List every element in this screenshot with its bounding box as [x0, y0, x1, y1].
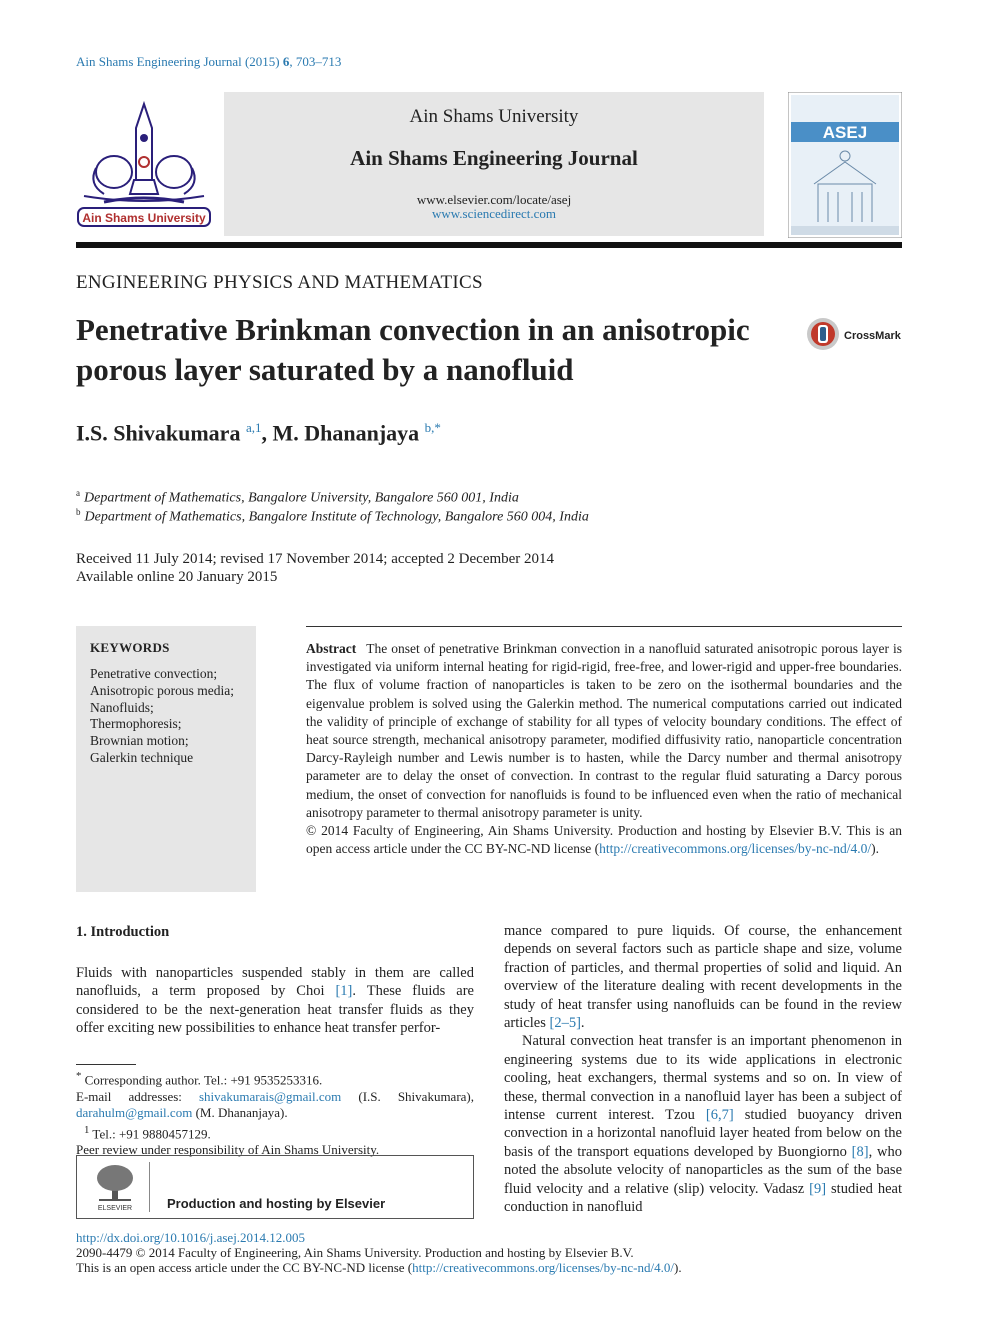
header-journal-name: Ain Shams Engineering Journal	[350, 146, 638, 170]
affiliation-a-text: Department of Mathematics, Bangalore University, Bangalore 560 001, India	[84, 490, 519, 506]
elsevier-logo	[91, 1162, 139, 1212]
header-divider	[76, 242, 902, 248]
issn-line: 2090-4479 © 2014 Faculty of Engineering, Ain Shams University. Production and hosting by Elsevier B.V.	[76, 1245, 634, 1261]
footnote-mark: 1	[84, 1123, 90, 1136]
journal-cover-icon	[788, 92, 902, 238]
intro-text: mance compared to pure liquids. Of course, the enhancement depends on several factors such as particle shape and size, volume fraction of particles, and thermal properties of solid and liquid. An overview of the literature dealing with recent developments in the study of heat transfer using nanofluids can be found in the review articles	[504, 923, 902, 1032]
license-text: This is an open access article under the CC BY-NC-ND license (	[76, 1260, 413, 1276]
elsevier-tree-icon	[91, 1162, 139, 1212]
author-1-name[interactable]: I.S. Shivakumara	[76, 420, 241, 446]
intro-text: studied heat conduction in nanofluid	[504, 1180, 902, 1216]
affiliation-b-mark: b	[76, 507, 81, 517]
elsevier-hosting-box	[76, 1155, 474, 1219]
footnote-text: Corresponding author. Tel.: +91 9535253316.	[81, 1072, 323, 1088]
license-text-end: ).	[673, 1260, 682, 1276]
received-dates: Received 11 July 2014; revised 17 November 2014; accepted 2 December 2014	[76, 551, 555, 567]
intro-text: Natural convection heat transfer is an important phenomenon in engineering systems due to its wide applications in electronic cooling, heat exchangers, thermal systems and so on. In view of these, thermal convection in a nanofluid layer has been a subject of intense current interest. Tzou	[504, 1033, 902, 1124]
telephone-note	[76, 1122, 474, 1143]
university-seal-icon	[74, 98, 214, 232]
abstract-label: Abstract	[306, 641, 357, 656]
ref-link-1[interactable]: [1]	[335, 983, 353, 1000]
keywords-list	[90, 666, 234, 767]
affiliation-b	[76, 507, 589, 526]
ref-link-2-5[interactable]: [2–5]	[549, 1015, 581, 1032]
email-label: E-mail addresses:	[76, 1088, 199, 1104]
license-line	[76, 1260, 682, 1275]
elsevier-divider	[149, 1162, 150, 1212]
citation-journal: Ain Shams Engineering Journal (2015)	[76, 54, 280, 69]
corresponding-author-note	[76, 1068, 474, 1089]
available-online-date: Available online 20 January 2015	[76, 569, 278, 585]
keyword-item: Anisotropic porous media;	[90, 682, 234, 698]
abstract-text: The onset of penetrative Brinkman convection in a nanofluid saturated anisotropic porous layer is investigated via uniform internal heating for rigid-rigid, free-free, and lower-rigid and upper-free boundaries. The flux of volume fraction of nanoparticles is taken to be zero on the isothermal boundaries and the eigenvalue problem is solved using the Galerkin method. The numerical computations carried out indicated the validity of principle of exchange of stability for all types of velocity boundary conditions. The effect of heat source strength, mechanical anisotropy parameter, modified diffusivity ratio, nanoparticle concentration Darcy-Rayleigh number and Lewis number is to hasten, while the Darcy number and thermal anisotropy parameter are to delay the onset of convection. In contrast to the regular fluid saturating a Darcy porous medium, the onset of convection for nanofluids is found to be influenced even when the ratio of mechanical anisotropy parameter to thermal anisotropy parameter is unity.	[306, 641, 902, 820]
author-2-affiliation-marks[interactable]: b,*	[424, 420, 441, 435]
intro-right-column	[504, 922, 902, 1217]
email-owner-1: (I.S. Shivakumara),	[341, 1088, 474, 1104]
author-1-affiliation-marks[interactable]: a,1	[245, 420, 262, 435]
header-university: Ain Shams University	[409, 106, 579, 127]
section-label: ENGINEERING PHYSICS AND MATHEMATICS	[76, 272, 483, 293]
paper-title: Penetrative Brinkman convection in an anisotropic porous layer saturated by a nanofluid	[76, 312, 750, 387]
citation-pages: , 703–713	[289, 54, 342, 69]
university-logo	[74, 98, 214, 232]
intro-text: . These fluids are considered to be the next-generation heat transfer fluids as they offer exciting new possibilities to enhance heat transfer perfor-	[76, 983, 474, 1037]
ref-link-6-7[interactable]: [6,7]	[705, 1107, 734, 1124]
intro-text: studied buoyancy driven convection in a horizontal nanofluid layer heated from below on the basis of the transport equations developed by Buongiorno	[504, 1107, 902, 1160]
abstract-license-link[interactable]: http://creativecommons.org/licenses/by-nc-nd/4.0/	[599, 841, 872, 857]
ref-link-8[interactable]: [8]	[851, 1143, 869, 1160]
elsevier-logo-label: ELSEVIER	[97, 1205, 133, 1212]
article-footer	[76, 1230, 682, 1276]
intro-text: .	[580, 1015, 585, 1032]
author-list	[76, 420, 441, 446]
journal-header-band	[224, 92, 764, 236]
email-owner-2: (M. Dhananjaya).	[192, 1105, 288, 1121]
intro-text: Fluids with nanoparticles suspended stably in them are called nanofluids, a term proposed by Choi	[76, 965, 474, 1000]
crossmark-icon	[806, 316, 906, 352]
keywords-title: KEYWORDS	[90, 640, 170, 655]
keyword-item: Nanofluids;	[90, 699, 154, 715]
header-url-elsevier[interactable]: www.elsevier.com/locate/asej	[416, 192, 572, 207]
affiliation-b-text: Department of Mathematics, Bangalore Institute of Technology, Bangalore 560 004, India	[84, 509, 589, 525]
journal-cover-thumbnail[interactable]	[788, 92, 902, 238]
footnote-text: Tel.: +91 9880457129.	[89, 1125, 211, 1141]
email-link-1[interactable]: shivakumarais@gmail.com	[198, 1088, 342, 1104]
keywords-box	[76, 626, 256, 892]
abstract-copyright: © 2014 Faculty of Engineering, Ain Shams University. Production and hosting by Elsevier B.V. This is an open access article under the CC BY-NC-ND license (	[306, 823, 902, 857]
abstract-copyright-end: ).	[871, 841, 879, 857]
peer-review-note: Peer review under responsibility of Ain Shams University.	[76, 1142, 380, 1158]
intro-paragraph-1	[76, 964, 474, 1038]
crossmark-label: CrossMark	[844, 330, 901, 342]
ref-link-9[interactable]: [9]	[809, 1180, 827, 1197]
footnote-divider	[76, 1064, 136, 1065]
keyword-item: Brownian motion;	[90, 733, 189, 749]
footnotes	[76, 1068, 474, 1159]
email-link-2[interactable]: darahulm@gmail.com	[76, 1105, 193, 1121]
affiliation-a-mark: a	[76, 488, 80, 498]
intro-text: , who noted the absolute velocity of nanoparticles as the sum of the base fluid velocity and a relative (slip) velocity. Vadasz	[504, 1143, 902, 1197]
elsevier-hosting-text: Production and hosting by Elsevier	[167, 1196, 386, 1211]
logo-text: Ain Shams University	[82, 211, 206, 225]
header-url-sciencedirect[interactable]: www.sciencedirect.com	[431, 206, 557, 221]
author-2-name[interactable]: M. Dhananjaya	[272, 420, 420, 446]
footnote-mark: *	[76, 1070, 82, 1082]
keyword-item: Thermophoresis;	[90, 716, 182, 732]
affiliation-a	[76, 488, 519, 507]
abstract-divider	[306, 626, 902, 627]
keyword-item: Penetrative convection;	[90, 666, 218, 681]
journal-citation[interactable]	[76, 54, 341, 70]
keyword-item: Galerkin technique	[90, 749, 194, 765]
crossmark-badge[interactable]	[806, 316, 906, 352]
citation-volume: 6	[282, 54, 290, 69]
doi-link[interactable]: http://dx.doi.org/10.1016/j.asej.2014.12.005	[76, 1230, 306, 1245]
email-note	[76, 1089, 474, 1122]
license-link[interactable]: http://creativecommons.org/licenses/by-nc-nd/4.0/	[412, 1260, 674, 1276]
cover-title: ASEJ	[822, 123, 868, 142]
abstract	[306, 640, 902, 858]
intro-heading: 1. Introduction	[76, 924, 170, 940]
author-separator: ,	[261, 420, 273, 446]
